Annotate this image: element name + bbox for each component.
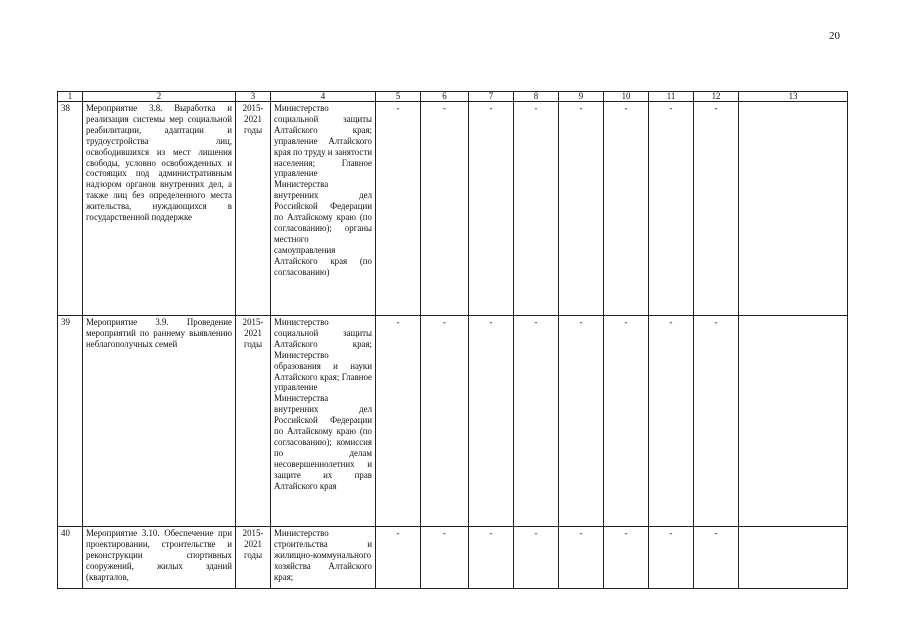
activity-name: Мероприятие 3.10. Обеспечение при проектировании, строительстве и реконструкции спортивных сооружений, жилых зданий (кварталов, bbox=[83, 527, 236, 589]
value-cell: - bbox=[469, 316, 514, 527]
column-header: 3 bbox=[236, 92, 271, 102]
note-cell bbox=[739, 527, 848, 589]
value-cell: - bbox=[514, 102, 559, 316]
column-header: 1 bbox=[58, 92, 83, 102]
column-header: 5 bbox=[376, 92, 421, 102]
value-cell: - bbox=[376, 316, 421, 527]
value-cell: - bbox=[421, 102, 469, 316]
table-row bbox=[58, 102, 848, 316]
program-activities-table bbox=[57, 91, 848, 589]
activity-years: 2015-2021 годы bbox=[236, 316, 271, 527]
value-cell: - bbox=[559, 102, 604, 316]
column-header: 10 bbox=[604, 92, 649, 102]
value-cell: - bbox=[604, 316, 649, 527]
value-cell: - bbox=[694, 316, 739, 527]
activity-executors: Министерство строительства и жилищно-коммунального хозяйства Алтайского края; bbox=[271, 527, 376, 589]
value-cell: - bbox=[376, 102, 421, 316]
activity-executors: Министерство социальной защиты Алтайского края; управление Алтайского края по труду и занятости населения; Главное управление Министерства внутренних дел Российской Федерации по Алтайскому краю (по согласованию); органы местного самоуправления Алтайского края (по согласованию) bbox=[271, 102, 376, 316]
table-row bbox=[58, 316, 848, 527]
row-number: 38 bbox=[58, 102, 83, 316]
table-row bbox=[58, 527, 848, 589]
column-header: 8 bbox=[514, 92, 559, 102]
value-cell: - bbox=[604, 527, 649, 589]
value-cell: - bbox=[514, 316, 559, 527]
note-cell bbox=[739, 316, 848, 527]
note-cell bbox=[739, 102, 848, 316]
column-header: 9 bbox=[559, 92, 604, 102]
activity-years: 2015-2021 годы bbox=[236, 102, 271, 316]
value-cell: - bbox=[694, 527, 739, 589]
column-header: 13 bbox=[739, 92, 848, 102]
row-number: 40 bbox=[58, 527, 83, 589]
column-header: 4 bbox=[271, 92, 376, 102]
value-cell: - bbox=[469, 527, 514, 589]
column-header: 12 bbox=[694, 92, 739, 102]
column-header: 11 bbox=[649, 92, 694, 102]
column-number-row bbox=[58, 92, 848, 102]
page-number: 20 bbox=[829, 30, 840, 42]
activity-executors: Министерство социальной защиты Алтайского края; Министерство образования и науки Алтайского края; Главное управление Министерства внутренних дел Российской Федерации по Алтайскому краю (по согласованию); комиссия по делам несовершеннолетних и защите их прав Алтайского края bbox=[271, 316, 376, 527]
value-cell: - bbox=[559, 527, 604, 589]
column-header: 6 bbox=[421, 92, 469, 102]
value-cell: - bbox=[649, 316, 694, 527]
value-cell: - bbox=[649, 527, 694, 589]
value-cell: - bbox=[559, 316, 604, 527]
column-header: 2 bbox=[83, 92, 236, 102]
value-cell: - bbox=[421, 316, 469, 527]
value-cell: - bbox=[649, 102, 694, 316]
value-cell: - bbox=[421, 527, 469, 589]
value-cell: - bbox=[514, 527, 559, 589]
row-number: 39 bbox=[58, 316, 83, 527]
activity-years: 2015-2021 годы bbox=[236, 527, 271, 589]
value-cell: - bbox=[694, 102, 739, 316]
activity-name: Мероприятие 3.8. Выработка и реализация системы мер социальной реабилитации, адаптации и трудоустройства лиц, освободившихся из мест лишения свободы, условно освобожденных и состоящих под административным надзором органов внутренних дел, а также лиц без определенного места жительства, нуждающихся в государственной поддержке bbox=[83, 102, 236, 316]
value-cell: - bbox=[604, 102, 649, 316]
column-header: 7 bbox=[469, 92, 514, 102]
value-cell: - bbox=[376, 527, 421, 589]
value-cell: - bbox=[469, 102, 514, 316]
activity-name: Мероприятие 3.9. Проведение мероприятий по раннему выявлению неблагополучных семей bbox=[83, 316, 236, 527]
